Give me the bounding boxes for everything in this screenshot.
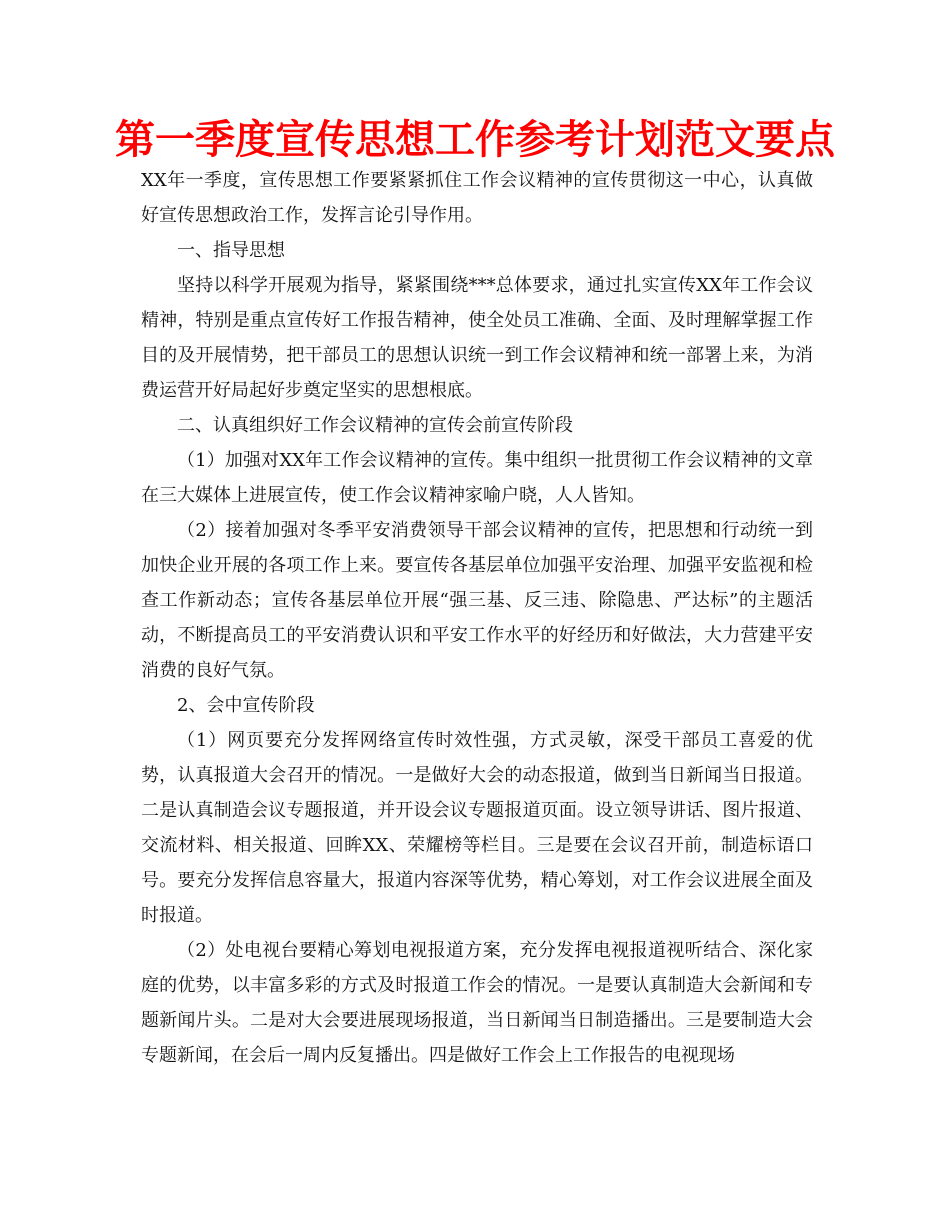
pre-meeting-item-1: （1）加强对XX年工作会议精神的宣传。集中组织一批贯彻工作会议精神的文章在三大媒体上进展宣传，使工作会议精神家喻户晓，人人皆知。 (141, 450, 813, 506)
pre-meeting-item-2: （2）接着加强对冬季平安消费领导干部会议精神的宣传，把思想和行动统一到加快企业开展的各项工作上来。要宣传各基层单位加强平安治理、加强平安监视和检查工作新动态；宣传各基层单位开展“强三基、反三违、除隐患、严达标”的主题活动，不断提高员工的平安消费认识和平安工作水平的好经历和好做法，大力营建平安消费的良好气氛。 (141, 520, 813, 681)
document-title: 第一季度宣传思想工作参考计划范文要点 (115, 117, 835, 163)
mid-meeting-item-2: （2）处电视台要精心筹划电视报道方案，充分发挥电视报道视听结合、深化家庭的优势，以丰富多彩的方式及时报道工作会的情况。一是要认真制造大会新闻和专题新闻片头。二是对大会要进展现场报道，当日新闻当日制造播出。三是要制造大会专题新闻，在会后一周内反复播出。四是做好工作会上工作报告的电视现场 (141, 940, 813, 1066)
mid-meeting-item-1: （1）网页要充分发挥网络宣传时效性强，方式灵敏，深受干部员工喜爱的优势，认真报道大会召开的情况。一是做好大会的动态报道，做到当日新闻当日报道。二是认真制造会议专题报道，并开设会议专题报道页面。设立领导讲话、图片报道、交流材料、相关报道、回眸XX、荣耀榜等栏目。三是要在会议召开前，制造标语口号。要充分发挥信息容量大，报道内容深等优势，精心筹划，对工作会议进展全面及时报道。 (141, 730, 813, 926)
section-heading-mid-meeting: 2、会中宣传阶段 (177, 695, 315, 716)
section-heading-guiding-ideology: 一、指导思想 (177, 240, 285, 261)
section-heading-pre-meeting: 二、认真组织好工作会议精神的宣传会前宣传阶段 (177, 415, 573, 436)
guiding-ideology-paragraph: 坚持以科学开展观为指导，紧紧围绕***总体要求，通过扎实宣传XX年工作会议精神，特别是重点宣传好工作报告精神，使全处员工准确、全面、及时理解掌握工作目的及开展情势，把干部员工的思想认识统一到工作会议精神和统一部署上来，为消费运营开好局起好步奠定坚实的思想根底。 (141, 275, 813, 401)
document-body (141, 163, 813, 1073)
intro-paragraph: XX年一季度，宣传思想工作要紧紧抓住工作会议精神的宣传贯彻这一中心，认真做好宣传思想政治工作，发挥言论引导作用。 (141, 170, 813, 226)
